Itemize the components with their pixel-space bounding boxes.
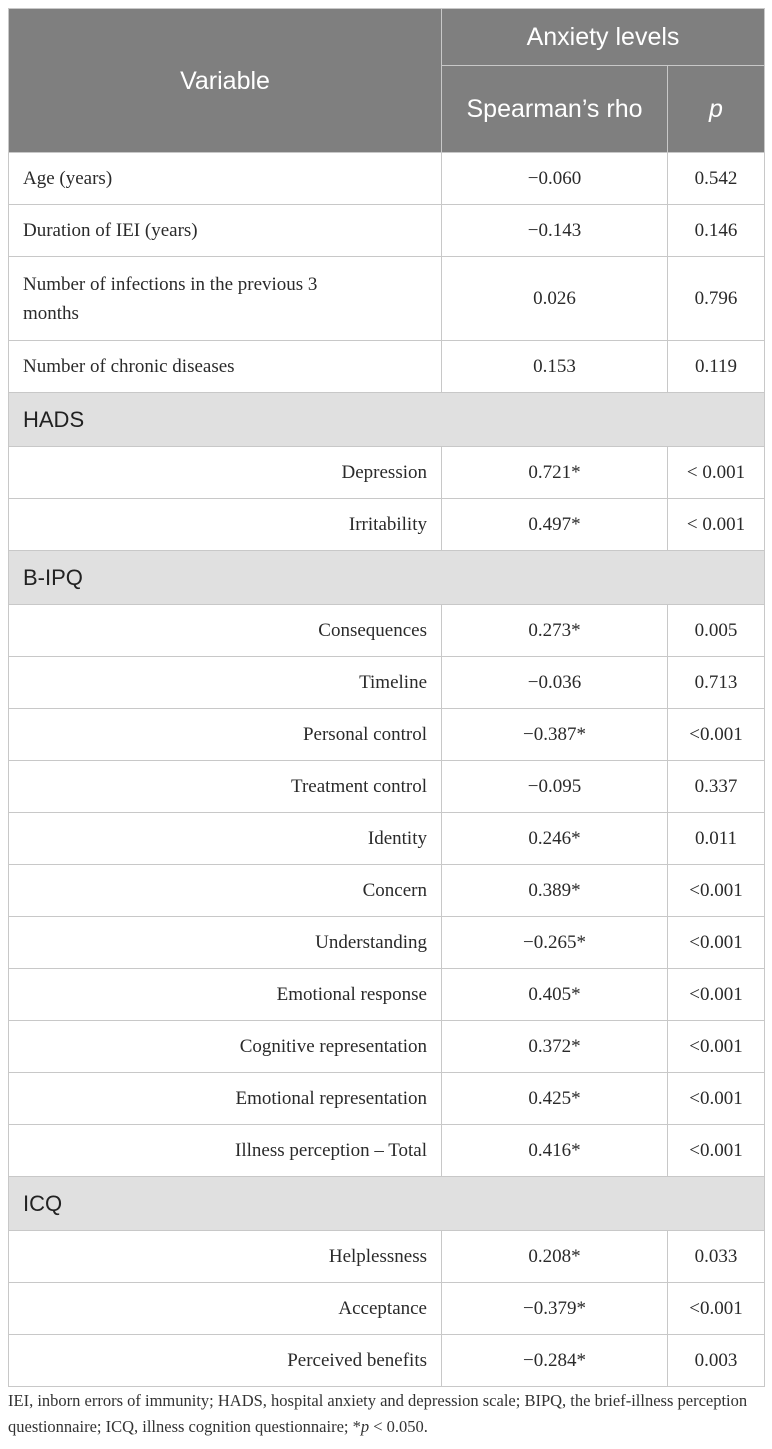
row-label: Perceived benefits <box>9 1335 442 1387</box>
footnote-text: IEI, inborn errors of immunity; HADS, hospital anxiety and depression scale; BIPQ, the brief-illness perception questionnaire; ICQ, illness cognition questionnaire; * <box>8 1391 748 1436</box>
row-label: Understanding <box>9 917 442 969</box>
row-rho: −0.095 <box>442 761 668 813</box>
row-label: Cognitive representation <box>9 1021 442 1073</box>
row-label: Helplessness <box>9 1231 442 1283</box>
row-label: Concern <box>9 865 442 917</box>
table-row <box>9 447 765 499</box>
table-row <box>9 969 765 1021</box>
row-p: 0.011 <box>668 813 765 865</box>
row-label: Acceptance <box>9 1283 442 1335</box>
table-row <box>9 205 765 257</box>
table-row <box>9 1231 765 1283</box>
table-row <box>9 709 765 761</box>
row-label: Age (years) <box>9 153 442 205</box>
row-rho: 0.372* <box>442 1021 668 1073</box>
row-p: 0.003 <box>668 1335 765 1387</box>
row-rho: −0.284* <box>442 1335 668 1387</box>
table-row <box>9 761 765 813</box>
row-rho: 0.273* <box>442 605 668 657</box>
row-rho: 0.153 <box>442 341 668 393</box>
row-rho: 0.416* <box>442 1125 668 1177</box>
row-rho: −0.379* <box>442 1283 668 1335</box>
footnote-tail: < 0.050. <box>369 1417 428 1436</box>
row-p: <0.001 <box>668 865 765 917</box>
row-label: Number of infections in the previous 3 months <box>9 257 442 341</box>
row-label: Consequences <box>9 605 442 657</box>
row-label: Treatment control <box>9 761 442 813</box>
row-p: 0.005 <box>668 605 765 657</box>
row-rho: −0.036 <box>442 657 668 709</box>
table-row <box>9 865 765 917</box>
row-p: <0.001 <box>668 709 765 761</box>
row-p: 0.337 <box>668 761 765 813</box>
row-label: Illness perception – Total <box>9 1125 442 1177</box>
row-p: <0.001 <box>668 1021 765 1073</box>
row-rho: −0.143 <box>442 205 668 257</box>
row-label: Identity <box>9 813 442 865</box>
table-row <box>9 257 765 341</box>
table-row <box>9 153 765 205</box>
correlation-table <box>8 8 765 1387</box>
row-p: 0.713 <box>668 657 765 709</box>
table-row <box>9 1073 765 1125</box>
row-rho: 0.425* <box>442 1073 668 1125</box>
table-row <box>9 1021 765 1073</box>
table-row <box>9 1335 765 1387</box>
row-p: < 0.001 <box>668 447 765 499</box>
row-label: Timeline <box>9 657 442 709</box>
row-rho: 0.246* <box>442 813 668 865</box>
table-row <box>9 499 765 551</box>
table-row <box>9 657 765 709</box>
row-p: <0.001 <box>668 1073 765 1125</box>
header-p: p <box>668 66 765 153</box>
row-label: Duration of IEI (years) <box>9 205 442 257</box>
row-p: <0.001 <box>668 917 765 969</box>
row-p: <0.001 <box>668 969 765 1021</box>
row-label: Personal control <box>9 709 442 761</box>
row-p: 0.033 <box>668 1231 765 1283</box>
row-p: <0.001 <box>668 1125 765 1177</box>
header-anxiety-levels: Anxiety levels <box>442 9 765 66</box>
header-spearman-rho: Spearman’s rho <box>442 66 668 153</box>
row-label: Emotional representation <box>9 1073 442 1125</box>
row-rho: −0.265* <box>442 917 668 969</box>
row-p: < 0.001 <box>668 499 765 551</box>
row-p: 0.119 <box>668 341 765 393</box>
row-label: Depression <box>9 447 442 499</box>
row-rho: 0.497* <box>442 499 668 551</box>
table-row <box>9 605 765 657</box>
section-header-icq <box>9 1177 765 1231</box>
section-title: ICQ <box>9 1177 765 1231</box>
row-rho: 0.389* <box>442 865 668 917</box>
table-footnote <box>8 1388 764 1440</box>
row-rho: −0.387* <box>442 709 668 761</box>
table-row <box>9 1283 765 1335</box>
row-p: 0.146 <box>668 205 765 257</box>
table-row <box>9 813 765 865</box>
row-rho: 0.026 <box>442 257 668 341</box>
row-label: Irritability <box>9 499 442 551</box>
header-variable: Variable <box>9 9 442 153</box>
row-p: 0.542 <box>668 153 765 205</box>
table-row <box>9 1125 765 1177</box>
section-header-bipq <box>9 551 765 605</box>
row-rho: 0.208* <box>442 1231 668 1283</box>
section-title: HADS <box>9 393 765 447</box>
row-label: Number of chronic diseases <box>9 341 442 393</box>
row-p: <0.001 <box>668 1283 765 1335</box>
table-row <box>9 917 765 969</box>
footnote-p-symbol: p <box>360 1417 370 1436</box>
table-row <box>9 341 765 393</box>
row-rho: 0.721* <box>442 447 668 499</box>
section-title: B-IPQ <box>9 551 765 605</box>
row-rho: 0.405* <box>442 969 668 1021</box>
row-label: Emotional response <box>9 969 442 1021</box>
row-p: 0.796 <box>668 257 765 341</box>
row-rho: −0.060 <box>442 153 668 205</box>
section-header-hads <box>9 393 765 447</box>
